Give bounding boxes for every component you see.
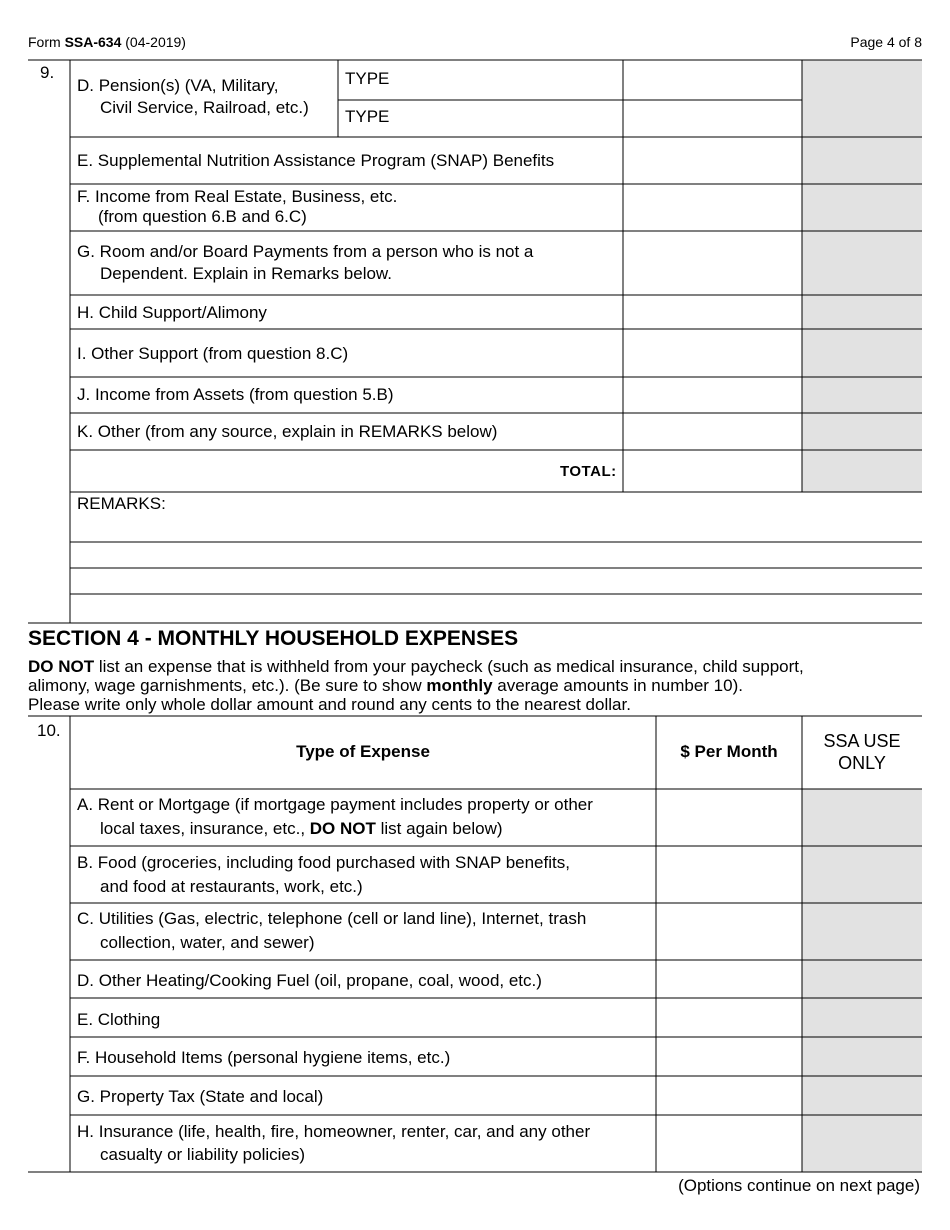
ssa-cell — [802, 846, 922, 903]
instructions-line-2-text-b: average amounts in number 10). — [492, 676, 743, 695]
ssa-cell — [802, 903, 922, 960]
ssa-cell — [802, 998, 922, 1037]
q10-g-label: G. Property Tax (State and local) — [77, 1087, 324, 1106]
q9-i-label: I. Other Support (from question 8.C) — [77, 344, 349, 363]
child-support-amount-input[interactable] — [624, 296, 801, 328]
section-4-instructions — [28, 657, 804, 714]
remarks-line-1[interactable] — [165, 515, 920, 541]
pension-type-label-1: TYPE — [345, 69, 390, 88]
instructions-line-3: Please write only whole dollar amount and round any cents to the nearest dollar. — [28, 695, 631, 714]
ssa-cell — [802, 60, 922, 100]
q10-e-label: E. Clothing — [77, 1010, 161, 1029]
ssa-use-line1: SSA USE — [823, 731, 901, 751]
ssa-use-line2: ONLY — [838, 753, 886, 773]
q9-j-label: J. Income from Assets (from question 5.B) — [77, 385, 394, 404]
form-prefix: Form — [28, 34, 65, 50]
ssa-cell — [802, 413, 922, 450]
ssa-cell — [802, 137, 922, 184]
column-header-per-month: $ Per Month — [680, 742, 778, 761]
property-tax-amount-input[interactable] — [657, 1077, 801, 1114]
q9-g-label-line2: Dependent. Explain in Remarks below. — [100, 264, 392, 283]
ssa-cell — [802, 295, 922, 329]
q10-a-do-not-emphasis: DO NOT — [309, 819, 376, 838]
q10-b-label-line1: B. Food (groceries, including food purchased with SNAP benefits, — [77, 853, 570, 872]
room-board-amount-input[interactable] — [624, 232, 801, 294]
form-number: SSA-634 — [64, 34, 122, 50]
do-not-emphasis: DO NOT — [28, 657, 95, 676]
remarks-line-2[interactable] — [71, 543, 920, 567]
ssa-cell — [802, 231, 922, 295]
q10-a-line2-text-b: list again below) — [375, 819, 503, 838]
food-amount-input[interactable] — [657, 847, 801, 902]
q9-e-label: E. Supplemental Nutrition Assistance Program (SNAP) Benefits — [77, 151, 555, 170]
q10-d-label: D. Other Heating/Cooking Fuel (oil, propane, coal, wood, etc.) — [77, 971, 542, 990]
real-estate-income-input[interactable] — [624, 185, 801, 230]
ssa-cell — [802, 100, 922, 137]
pension-type-input-2[interactable] — [390, 102, 620, 135]
instructions-line-2-text-a: alimony, wage garnishments, etc.). (Be sure to show — [28, 676, 427, 695]
insurance-amount-input[interactable] — [657, 1116, 801, 1171]
remarks-label: REMARKS: — [77, 494, 166, 513]
ssa-cell — [802, 1037, 922, 1076]
q10-a-label-line1: A. Rent or Mortgage (if mortgage payment includes property or other — [77, 795, 593, 814]
other-support-amount-input[interactable] — [624, 330, 801, 376]
continue-note: (Options continue on next page) — [678, 1176, 920, 1195]
snap-amount-input[interactable] — [624, 138, 801, 183]
pension-2-amount-input[interactable] — [624, 101, 801, 136]
remarks-line-4[interactable] — [71, 595, 920, 622]
q9-d-label-line1: D. Pension(s) (VA, Military, — [77, 76, 279, 95]
q10-h-label-line2: casualty or liability policies) — [100, 1145, 306, 1164]
q10-f-label: F. Household Items (personal hygiene items, etc.) — [77, 1048, 451, 1067]
clothing-amount-input[interactable] — [657, 999, 801, 1036]
asset-income-amount-input[interactable] — [624, 378, 801, 412]
ssa-cell — [802, 377, 922, 413]
heating-fuel-amount-input[interactable] — [657, 961, 801, 997]
q9-g-label-line1: G. Room and/or Board Payments from a person who is not a — [77, 242, 534, 261]
pension-1-amount-input[interactable] — [624, 61, 801, 99]
ssa-cell — [802, 1115, 922, 1172]
pension-type-label-2: TYPE — [345, 107, 390, 126]
form-id — [28, 34, 186, 50]
q10-c-label-line2: collection, water, and sewer) — [100, 933, 315, 952]
utilities-amount-input[interactable] — [657, 904, 801, 959]
instructions-line-1 — [28, 657, 804, 676]
ssa-cell — [802, 329, 922, 377]
ssa-cell — [802, 450, 922, 492]
total-amount-input[interactable] — [624, 451, 801, 491]
instructions-line-1-text: list an expense that is withheld from your paycheck (such as medical insurance, child support, — [94, 657, 804, 676]
instructions-line-2 — [28, 676, 804, 695]
q10-a-label-line2 — [100, 818, 503, 840]
remarks-line-3[interactable] — [71, 569, 920, 593]
ssa-cell — [802, 184, 922, 231]
q10-b-label-line2: and food at restaurants, work, etc.) — [100, 877, 363, 896]
question-10-number: 10. — [37, 721, 61, 740]
monthly-emphasis: monthly — [426, 676, 493, 695]
q9-f-label-line2: (from question 6.B and 6.C) — [98, 207, 307, 226]
total-label: TOTAL: — [560, 463, 617, 480]
q10-h-label-line1: H. Insurance (life, health, fire, homeowner, renter, car, and any other — [77, 1122, 591, 1141]
household-items-amount-input[interactable] — [657, 1038, 801, 1075]
rent-mortgage-amount-input[interactable] — [657, 790, 801, 845]
ssa-cell — [802, 960, 922, 998]
q10-c-label-line1: C. Utilities (Gas, electric, telephone (cell or land line), Internet, trash — [77, 909, 587, 928]
q9-k-label: K. Other (from any source, explain in REMARKS below) — [77, 422, 498, 441]
question-9-number: 9. — [40, 63, 55, 82]
ssa-cell — [802, 1076, 922, 1115]
pension-type-input-1[interactable] — [390, 63, 620, 97]
column-header-ssa-use-only — [802, 730, 922, 774]
section-4-heading: SECTION 4 - MONTHLY HOUSEHOLD EXPENSES — [28, 627, 519, 650]
q9-d-label-line2: Civil Service, Railroad, etc.) — [100, 98, 309, 117]
q9-f-label-line1: F. Income from Real Estate, Business, etc. — [77, 187, 398, 206]
other-income-amount-input[interactable] — [624, 414, 801, 449]
q9-h-label: H. Child Support/Alimony — [77, 303, 267, 322]
q10-a-line2-text-a: local taxes, insurance, etc., — [100, 819, 310, 838]
column-header-type-of-expense: Type of Expense — [296, 742, 430, 761]
form-date: (04-2019) — [121, 34, 186, 50]
page-number: Page 4 of 8 — [850, 34, 922, 50]
ssa-cell — [802, 789, 922, 846]
